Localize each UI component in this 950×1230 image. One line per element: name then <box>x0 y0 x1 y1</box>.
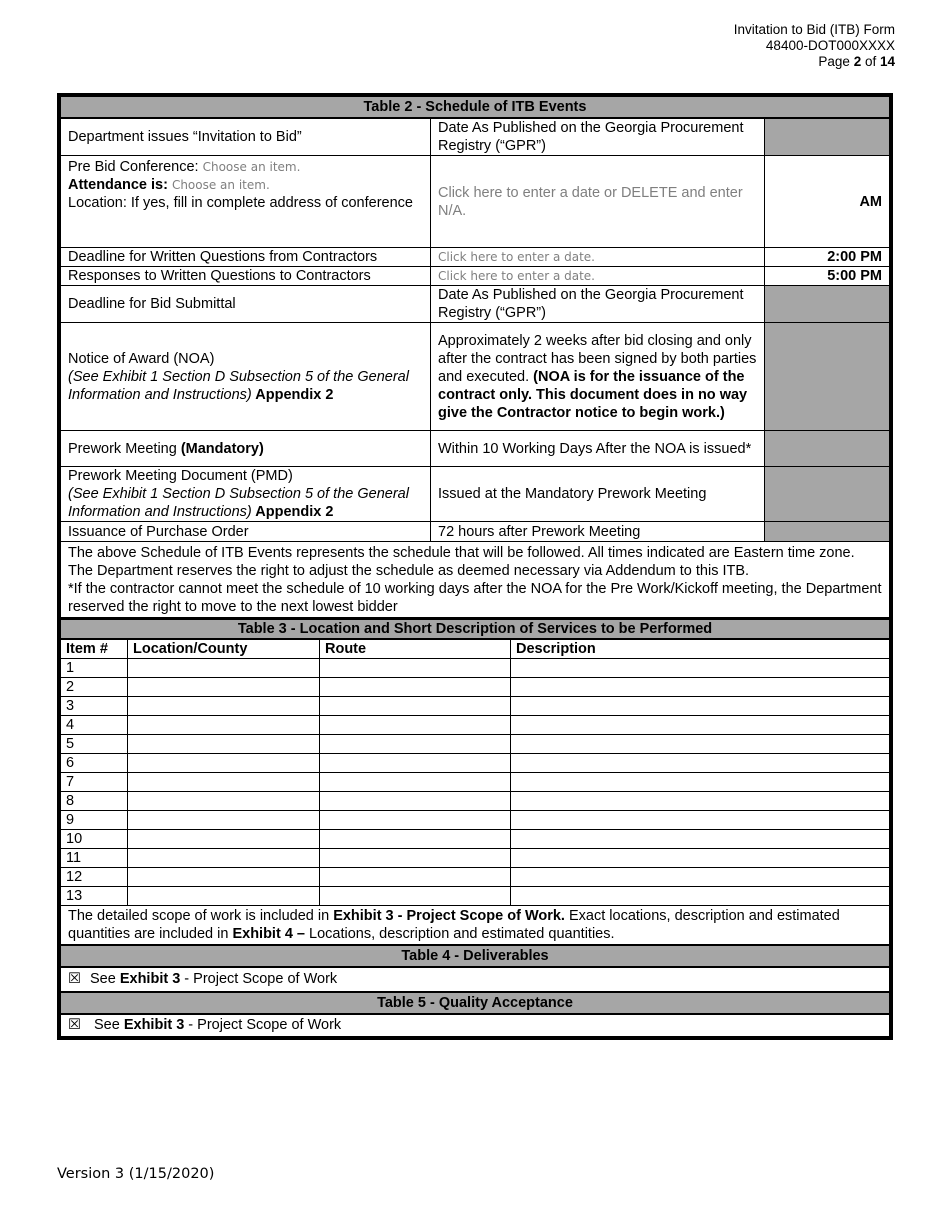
quality-cell: ☒ See Exhibit 3 - Project Scope of Work <box>61 1014 890 1037</box>
item-number-cell: 2 <box>61 678 128 697</box>
table-row <box>61 868 890 887</box>
description-cell[interactable] <box>511 735 890 754</box>
item-number-cell: 1 <box>61 659 128 678</box>
table-header-row <box>61 639 890 659</box>
route-cell[interactable] <box>320 678 511 697</box>
table-row <box>61 467 890 522</box>
location-cell[interactable] <box>128 887 320 906</box>
event-cell: Prework Meeting (Mandatory) <box>61 431 431 467</box>
item-number-cell: 13 <box>61 887 128 906</box>
table-row <box>61 678 890 697</box>
location-cell[interactable] <box>128 697 320 716</box>
date-cell: 72 hours after Prework Meeting <box>431 522 765 542</box>
event-cell: Issuance of Purchase Order <box>61 522 431 542</box>
description-cell[interactable] <box>511 830 890 849</box>
date-cell: Date As Published on the Georgia Procurement Registry (“GPR”) <box>431 286 765 323</box>
page-number: Page 2 of 14 <box>818 54 895 69</box>
table-5-quality <box>60 992 890 1038</box>
time-cell <box>765 286 890 323</box>
form-number: 48400-DOT000XXXX <box>765 38 895 53</box>
route-cell[interactable] <box>320 811 511 830</box>
table-2-schedule <box>60 96 890 618</box>
checkbox-checked-icon[interactable]: ☒ <box>68 971 81 988</box>
table-row <box>61 830 890 849</box>
table-row <box>61 118 890 156</box>
time-cell: 5:00 PM <box>765 267 890 286</box>
table-row <box>61 542 890 618</box>
location-cell[interactable] <box>128 716 320 735</box>
table-row <box>61 323 890 431</box>
location-cell[interactable] <box>128 868 320 887</box>
table-row <box>61 849 890 868</box>
item-number-cell: 8 <box>61 792 128 811</box>
scope-note: The detailed scope of work is included in Exhibit 3 - Project Scope of Work. Exact locations, description and estimated quantities are included in Exhibit 4 – Locations, description and estimated quantities. <box>61 906 890 945</box>
pre-bid-cell: Pre Bid Conference: Choose an item. Attendance is: Choose an item. Location: If yes, fill in complete address of conference <box>61 156 431 248</box>
table-5-title: Table 5 - Quality Acceptance <box>61 992 890 1014</box>
description-cell[interactable] <box>511 849 890 868</box>
responses-date-field[interactable]: Click here to enter a date. <box>431 267 765 286</box>
item-number-cell: 9 <box>61 811 128 830</box>
location-cell[interactable] <box>128 811 320 830</box>
route-cell[interactable] <box>320 792 511 811</box>
route-cell[interactable] <box>320 716 511 735</box>
attendance-dropdown[interactable]: Choose an item. <box>171 178 270 192</box>
route-cell[interactable] <box>320 887 511 906</box>
col-location: Location/County <box>128 639 320 659</box>
description-cell[interactable] <box>511 697 890 716</box>
table-4-title: Table 4 - Deliverables <box>61 946 890 968</box>
description-cell[interactable] <box>511 754 890 773</box>
table-row <box>61 754 890 773</box>
date-cell: Date As Published on the Georgia Procurement Registry (“GPR”) <box>431 118 765 156</box>
time-cell <box>765 522 890 542</box>
description-cell[interactable] <box>511 792 890 811</box>
date-cell: Issued at the Mandatory Prework Meeting <box>431 467 765 522</box>
deliverables-cell: ☒ See Exhibit 3 - Project Scope of Work <box>61 967 890 991</box>
table-row <box>61 156 890 248</box>
itb-form-tables <box>57 93 893 1040</box>
schedule-note: The above Schedule of ITB Events represents the schedule that will be followed. All times indicated are Eastern time zone. The Department reserves the right to adjust the schedule as deemed necessary via Addendum to this ITB. *If the contractor cannot meet the schedule of 10 working days after the NOA for the Pre Work/Kickoff meeting, the Department reserved the right to move to the next lowest bidder <box>61 542 890 618</box>
table-2-title: Table 2 - Schedule of ITB Events <box>61 97 890 119</box>
event-cell: Deadline for Bid Submittal <box>61 286 431 323</box>
table-row <box>61 887 890 906</box>
route-cell[interactable] <box>320 830 511 849</box>
item-number-cell: 11 <box>61 849 128 868</box>
pre-bid-date-field[interactable]: Click here to enter a date or DELETE and enter N/A. <box>431 156 765 248</box>
event-cell: Deadline for Written Questions from Contractors <box>61 248 431 267</box>
col-item: Item # <box>61 639 128 659</box>
checkbox-checked-icon[interactable]: ☒ <box>68 1017 81 1034</box>
description-cell[interactable] <box>511 678 890 697</box>
event-cell: Prework Meeting Document (PMD) (See Exhibit 1 Section D Subsection 5 of the General Information and Instructions) Appendix 2 <box>61 467 431 522</box>
questions-date-field[interactable]: Click here to enter a date. <box>431 248 765 267</box>
route-cell[interactable] <box>320 697 511 716</box>
event-cell: Responses to Written Questions to Contractors <box>61 267 431 286</box>
table-row <box>61 906 890 945</box>
table-row <box>61 773 890 792</box>
location-cell[interactable] <box>128 830 320 849</box>
description-cell[interactable] <box>511 887 890 906</box>
time-cell: AM <box>765 156 890 248</box>
time-cell <box>765 467 890 522</box>
time-cell <box>765 118 890 156</box>
location-cell[interactable] <box>128 773 320 792</box>
description-cell[interactable] <box>511 716 890 735</box>
route-cell[interactable] <box>320 773 511 792</box>
location-cell[interactable] <box>128 678 320 697</box>
location-cell[interactable] <box>128 735 320 754</box>
form-title: Invitation to Bid (ITB) Form <box>733 22 895 37</box>
table-row <box>61 286 890 323</box>
description-cell[interactable] <box>511 868 890 887</box>
route-cell[interactable] <box>320 868 511 887</box>
location-cell[interactable] <box>128 659 320 678</box>
route-cell[interactable] <box>320 735 511 754</box>
item-number-cell: 12 <box>61 868 128 887</box>
item-number-cell: 7 <box>61 773 128 792</box>
time-cell: 2:00 PM <box>765 248 890 267</box>
pre-bid-dropdown[interactable]: Choose an item. <box>202 160 301 174</box>
table-4-deliverables <box>60 945 890 992</box>
time-cell <box>765 431 890 467</box>
item-number-cell: 6 <box>61 754 128 773</box>
date-cell: Approximately 2 weeks after bid closing and only after the contract has been signed by both parties and executed. (NOA is for the issuance of the contract only. This document does in no way give the Contractor notice to begin work.) <box>431 323 765 431</box>
table-row <box>61 522 890 542</box>
table-3-title: Table 3 - Location and Short Description of Services to be Performed <box>61 619 890 639</box>
time-cell <box>765 323 890 431</box>
table-row <box>61 697 890 716</box>
description-cell[interactable] <box>511 773 890 792</box>
table-row <box>61 248 890 267</box>
table-row <box>61 267 890 286</box>
route-cell[interactable] <box>320 754 511 773</box>
table-row <box>61 431 890 467</box>
table-row <box>61 659 890 678</box>
page-header <box>734 22 895 70</box>
table-row <box>61 792 890 811</box>
item-number-cell: 4 <box>61 716 128 735</box>
description-cell[interactable] <box>511 659 890 678</box>
version-footer: Version 3 (1/15/2020) <box>57 1166 215 1182</box>
route-cell[interactable] <box>320 659 511 678</box>
location-cell[interactable] <box>128 849 320 868</box>
location-cell[interactable] <box>128 792 320 811</box>
location-cell[interactable] <box>128 754 320 773</box>
col-route: Route <box>320 639 511 659</box>
col-description: Description <box>511 639 890 659</box>
item-number-cell: 10 <box>61 830 128 849</box>
route-cell[interactable] <box>320 849 511 868</box>
table-row <box>61 811 890 830</box>
date-cell: Within 10 Working Days After the NOA is issued* <box>431 431 765 467</box>
table-row <box>61 735 890 754</box>
table-row <box>61 1014 890 1037</box>
table-row <box>61 716 890 735</box>
event-cell: Notice of Award (NOA) (See Exhibit 1 Section D Subsection 5 of the General Information and Instructions) Appendix 2 <box>61 323 431 431</box>
item-number-cell: 3 <box>61 697 128 716</box>
event-cell: Department issues “Invitation to Bid” <box>61 118 431 156</box>
item-number-cell: 5 <box>61 735 128 754</box>
table-row <box>61 967 890 991</box>
table-3-locations <box>60 618 890 945</box>
description-cell[interactable] <box>511 811 890 830</box>
